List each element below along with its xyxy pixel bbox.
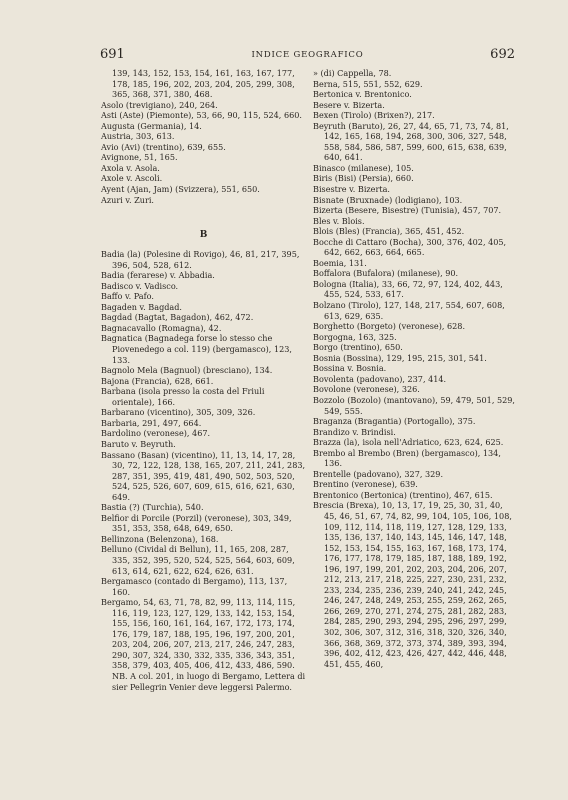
- index-entry: Blois (Bles) (Francia), 365, 451, 452.: [313, 226, 465, 237]
- index-entry: Bagnolo Mela (Bagnuol) (bresciano), 134.: [101, 365, 273, 376]
- index-entry: Austria, 303, 613.: [101, 131, 175, 142]
- index-entry: Avio (Avi) (trentino), 639, 655.: [101, 141, 226, 152]
- index-entry: » (di) Cappella, 78.: [313, 68, 392, 78]
- index-entry: Bisnate (Bruxnade) (lodigiano), 103.: [313, 194, 463, 205]
- index-entry: Barbana (isola presso la costa del Friuli orientale), 166.: [101, 386, 265, 407]
- index-entry: Bardolino (veronese), 467.: [101, 428, 211, 439]
- index-entry: Belfior di Porcile (Porzil) (veronese), 303, 349, 351, 353, 358, 648, 649, 650.: [101, 512, 292, 534]
- index-entry: Azuri v. Zuri.: [101, 194, 154, 205]
- index-entry: Brescia (Brexa), 10, 13, 17, 19, 25, 30, 31, 40, 45, 46, 51, 67, 74, 82, 99, 104, 105, 106, 108, 109, 112, 114, 118, 119, 127, 128, 129, 133, 135, 136, 137, 140, 143, 145, 146, 147, 148, 152, 153, 154, 155, 163, 167, 168, 173, 174, 176, 177, 178, 179, 185, 187, 188, 189, 192, 196, 197, 199, 201, 202, 203, 204, 206, 207, 212, 213, 217, 218, 225, 227, 230, 231, 232, 233, 234, 235, 236, 239, 240, 241, 242, 245, 246, 247, 248, 249, 253, 255, 259, 262, 265, 266, 269, 270, 271, 274, 275, 281, 282, 283, 284, 285, 290, 293, 294, 295, 296, 297, 299, 302, 306, 307, 312, 316, 318, 320, 326, 340, 366, 368, 369, 372, 373, 374, 389, 393, 394, 396, 402, 412, 423, 426, 427, 442, 446, 448, 451, 455, 460,: [313, 500, 512, 669]
- index-entry: Binasco (milanese), 105.: [313, 162, 414, 173]
- right-index-column: [313, 68, 518, 669]
- index-entry: Bovolone (veronese), 326.: [313, 384, 420, 395]
- index-entry: Borgogna, 163, 325.: [313, 331, 397, 342]
- index-entry: Bovolenta (padovano), 237, 414.: [313, 373, 447, 384]
- section-gap: [101, 205, 306, 226]
- index-entry: Barbaria, 291, 497, 664.: [101, 417, 202, 428]
- left-index-column: [101, 68, 306, 692]
- index-entry: Axole v. Ascoli.: [101, 173, 163, 184]
- right-page-number: 692: [490, 47, 515, 62]
- index-entry: Biris (Bisi) (Persia), 660.: [313, 173, 414, 184]
- index-entry: Bisestre v. Bizerta.: [313, 184, 390, 195]
- index-entry: Beyruth (Baruto), 26, 27, 44, 65, 71, 73, 74, 81, 142, 165, 168, 194, 268, 300, 306, 327, 548, 558, 584, 586, 587, 599, 600, 615, 638, 639, 640, 641.: [313, 120, 509, 163]
- index-entry: Bologna (Italia), 33, 66, 72, 97, 124, 402, 443, 455, 524, 533, 617.: [313, 278, 503, 300]
- index-entry: Brentonico (Bertonica) (trentino), 467, 615.: [313, 489, 493, 500]
- index-entry: Bagdad (Bagtat, Bagadon), 462, 472.: [101, 312, 254, 323]
- index-entry: Bagnatica (Bagnadega forse lo stesso che Piovenedego a col. 119) (bergamasco), 123, 133.: [101, 333, 292, 365]
- index-entry: Baruto v. Beyruth.: [101, 438, 176, 449]
- index-entry: Bossina v. Bosnia.: [313, 363, 387, 374]
- index-entry: Bozzolo (Bozolo) (mantovano), 59, 479, 501, 529, 549, 555.: [313, 394, 515, 416]
- index-entry: Bexen (Tirolo) (Brixen?), 217.: [313, 110, 435, 121]
- index-entry: Axola v. Asola.: [101, 162, 160, 173]
- index-entry: Baffo v. Pafo.: [101, 291, 154, 302]
- index-entry: Badisco v. Vadisco.: [101, 280, 179, 291]
- index-entry: Belluno (Cividal di Bellun), 11, 165, 208, 287, 335, 352, 395, 520, 524, 525, 564, 603, 609, 613, 614, 621, 622, 624, 626, 631.: [101, 544, 295, 576]
- index-entry: Bergamasco (contado di Bergamo), 113, 137, 160.: [101, 576, 288, 597]
- index-entry: Bagnacavallo (Romagna), 42.: [101, 322, 222, 333]
- index-entry: Badia (la) (Polesine di Rovigo), 46, 81, 217, 395, 396, 504, 528, 612.: [101, 249, 300, 270]
- index-entry: Besere v. Bizerta.: [313, 99, 385, 110]
- index-entry: Bagaden v. Bagdad.: [101, 301, 183, 312]
- index-entry: Bajona (Francia), 628, 661.: [101, 375, 214, 386]
- index-entry: Brembo al Brembo (Bren) (bergamasco), 134, 136.: [313, 447, 501, 469]
- index-entry: Brazza (la), isola nell'Adriatico, 623, 624, 625.: [313, 437, 504, 448]
- left-page-number: 691: [100, 47, 125, 62]
- index-entry: Bastia (?) (Turchia), 540.: [101, 502, 204, 513]
- index-entry: Badia (ferarese) v. Abbadia.: [101, 270, 215, 281]
- index-entry: 139, 143, 152, 153, 154, 161, 163, 167, 177, 178, 185, 196, 202, 203, 204, 205, 299, 308, 365, 368, 371, 380, 468.: [112, 68, 295, 100]
- index-entry: Barbarano (vicentino), 305, 309, 326.: [101, 407, 256, 418]
- index-entry: Boffalora (Bufalora) (milanese), 90.: [313, 268, 459, 279]
- index-entry: Braganza (Bragantia) (Portogallo), 375.: [313, 416, 476, 427]
- index-entry: Borgo (trentino), 650.: [313, 342, 403, 353]
- index-entry: Asolo (trevigiano), 240, 264.: [101, 99, 218, 110]
- running-title: INDICE GEOGRAFICO: [251, 50, 364, 60]
- index-entry: Boemia, 131.: [313, 257, 367, 268]
- index-entry: Brentelle (padovano), 327, 329.: [313, 468, 444, 479]
- index-entry: Bocche di Cattaro (Bocha), 300, 376, 402, 405, 642, 662, 663, 664, 665.: [313, 236, 507, 258]
- index-entry: Avignone, 51, 165.: [101, 152, 178, 163]
- index-entry: Asti (Aste) (Piemonte), 53, 66, 90, 115, 524, 660.: [101, 110, 302, 121]
- index-entry: Ayent (Ajan, Jam) (Svizzera), 551, 650.: [101, 184, 260, 195]
- index-entry: Brandizo v. Brindisi.: [313, 426, 396, 437]
- section-letter-b: B: [199, 230, 208, 241]
- index-entry: Augusta (Germania), 14.: [101, 120, 202, 131]
- index-entry: Bizerta (Besere, Bisestre) (Tunisia), 457, 707.: [313, 205, 502, 216]
- entries-a-section: [101, 68, 306, 205]
- index-entry: Bertonica v. Brentonico.: [313, 89, 412, 100]
- index-entry: Brentino (veronese), 639.: [313, 479, 418, 490]
- index-entry: Bosnia (Bossina), 129, 195, 215, 301, 541.: [313, 352, 487, 363]
- page-header: [100, 47, 515, 63]
- entries-b-section: [101, 249, 306, 692]
- index-entry: Bellinzona (Belenzona), 168.: [101, 533, 219, 544]
- index-entry: Bassano (Basan) (vicentino), 11, 13, 14, 17, 28, 30, 72, 122, 128, 138, 165, 207, 211, 241, 283, 287, 351, 395, 419, 481, 490, 502, 503, 520, 524, 525, 526, 607, 609, 615, 616, 621, 630, 649.: [101, 449, 306, 502]
- index-entry: Bolzano (Tirolo), 127, 148, 217, 554, 607, 608, 613, 629, 635.: [313, 300, 505, 321]
- index-entry: Borghetto (Borgeto) (veronese), 628.: [313, 321, 466, 332]
- index-entry: Bergamo, 54, 63, 71, 78, 82, 99, 113, 114, 115, 116, 119, 123, 127, 129, 133, 142, 153, 154, 155, 156, 160, 161, 164, 167, 172, 173, 174, 176, 179, 187, 188, 195, 196, 197, 200, 201, 203, 204, 206, 207, 213, 217, 246, 247, 283, 290, 307, 324, 330, 332, 335, 336, 343, 351, 358, 379, 403, 405, 406, 412, 433, 486, 590. NB. A col. 201, in luogo di Bergamo, Lettera di sier Pellegrin Venier deve leggersi Palermo.: [101, 597, 306, 692]
- index-entry: Berna, 515, 551, 552, 629.: [313, 78, 423, 89]
- index-entry: Bles v. Blois.: [313, 215, 365, 226]
